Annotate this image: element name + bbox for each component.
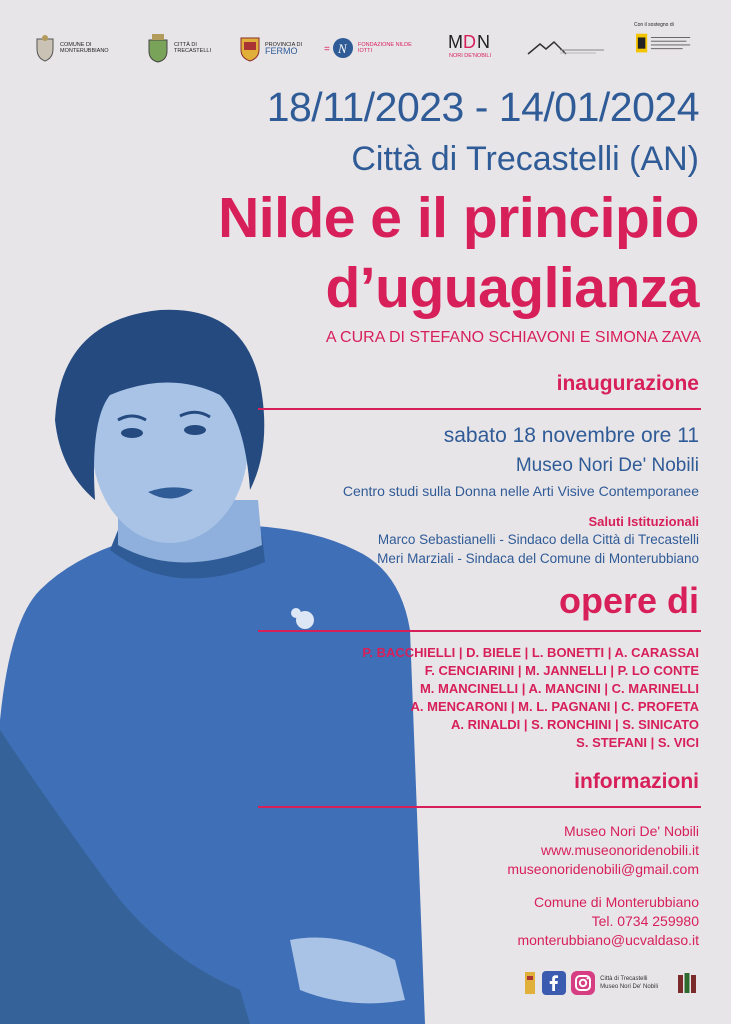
museum-name: Museo Nori De' Nobili <box>564 823 699 839</box>
instagram-icon[interactable] <box>571 971 595 995</box>
artists-row: F. CENCIARINI | M. JANNELLI | P. LO CONTE <box>424 663 699 678</box>
comune-contacts <box>517 893 699 950</box>
logo-museo-mdn: M D N NORI DE'NOBILI <box>448 32 491 59</box>
comune-email: monterubbiano@ucvaldaso.it <box>517 932 699 948</box>
exhibition-city: Città di Trecastelli (AN) <box>351 140 699 178</box>
footer-social <box>523 970 697 996</box>
curators: A CURA DI STEFANO SCHIAVONI E SIMONA ZAVA <box>325 329 701 346</box>
logo-trecastelli: CITTÀ DI TRECASTELLI <box>146 30 211 66</box>
exhibition-dates: 18/11/2023 - 14/01/2024 <box>266 84 699 130</box>
comune-name: Comune di Monterubbiano <box>534 894 699 910</box>
greeting-line: Marco Sebastianelli - Sindaco della Città di Trecastelli <box>377 532 699 547</box>
inauguration-venue-sub: Centro studi sulla Donna nelle Arti Visive Contemporanee <box>342 483 699 499</box>
logo-sostegno: Con il sostegno di <box>634 22 694 58</box>
museum-email: museonoridenobili@gmail.com <box>507 861 699 877</box>
svg-text:=: = <box>324 44 330 55</box>
bottles-logo-icon <box>677 971 697 995</box>
coat-of-arms-icon <box>239 34 261 62</box>
logo-provincia-fermo: PROVINCIA DI FERMO <box>239 30 302 66</box>
artists-row: M. MANCINELLI | A. MANCINI | C. MARINELLI <box>419 681 699 696</box>
greetings-heading: Saluti Istituzionali <box>588 514 699 529</box>
museum-contacts <box>507 822 699 879</box>
info-heading: informazioni <box>574 770 699 793</box>
sponsor-logos <box>34 22 704 70</box>
coat-of-arms-icon <box>34 34 56 62</box>
tower-logo-icon <box>523 970 537 996</box>
greeting-line: Meri Marziali - Sindaca del Comune di Monterubbiano <box>377 551 699 566</box>
artists-row: S. STEFANI | S. VICI <box>576 735 699 750</box>
exhibition-title: Nilde e il principio d’uguaglianza <box>218 186 699 320</box>
logo-monterubbiano: COMUNE DI MONTERUBBIANO <box>34 30 109 66</box>
inauguration-heading: inaugurazione <box>556 372 699 395</box>
inauguration-venue: Museo Nori De' Nobili <box>515 455 699 476</box>
svg-text:M: M <box>448 32 463 52</box>
museum-website: www.museonoridenobili.it <box>541 842 699 858</box>
artists-list <box>362 644 699 752</box>
artists-row: P. BACCHIELLI | D. BIELE | L. BONETTI | A. CARASSAI <box>362 645 699 660</box>
mountain-icon <box>526 38 606 58</box>
regione-icon <box>634 30 694 58</box>
svg-text:N: N <box>477 32 490 52</box>
works-heading: opere di <box>558 580 699 621</box>
comune-phone: Tel. 0734 259980 <box>591 913 699 929</box>
svg-text:n: n <box>338 41 347 56</box>
social-handles: Città di Trecastelli Museo Nori De' Nobili <box>600 976 658 990</box>
mdn-monogram-icon <box>448 30 492 52</box>
logo-fondazione-iotti: = N FONDAZIONE NILDE IOTTI <box>324 30 418 66</box>
svg-text:D: D <box>463 32 476 52</box>
divider <box>258 630 701 632</box>
divider <box>258 806 701 808</box>
facebook-icon[interactable] <box>542 971 566 995</box>
artists-row: A. RINALDI | S. RONCHINI | S. SINICATO <box>450 717 699 732</box>
artists-row: A. MENCARONI | M. L. PAGNANI | C. PROFETA <box>410 699 699 714</box>
n-monogram-icon <box>324 34 354 62</box>
inauguration-datetime: sabato 18 novembre ore 11 <box>443 424 699 447</box>
divider <box>258 408 701 410</box>
logo-mountain <box>526 30 606 66</box>
coat-of-arms-icon <box>146 33 170 63</box>
